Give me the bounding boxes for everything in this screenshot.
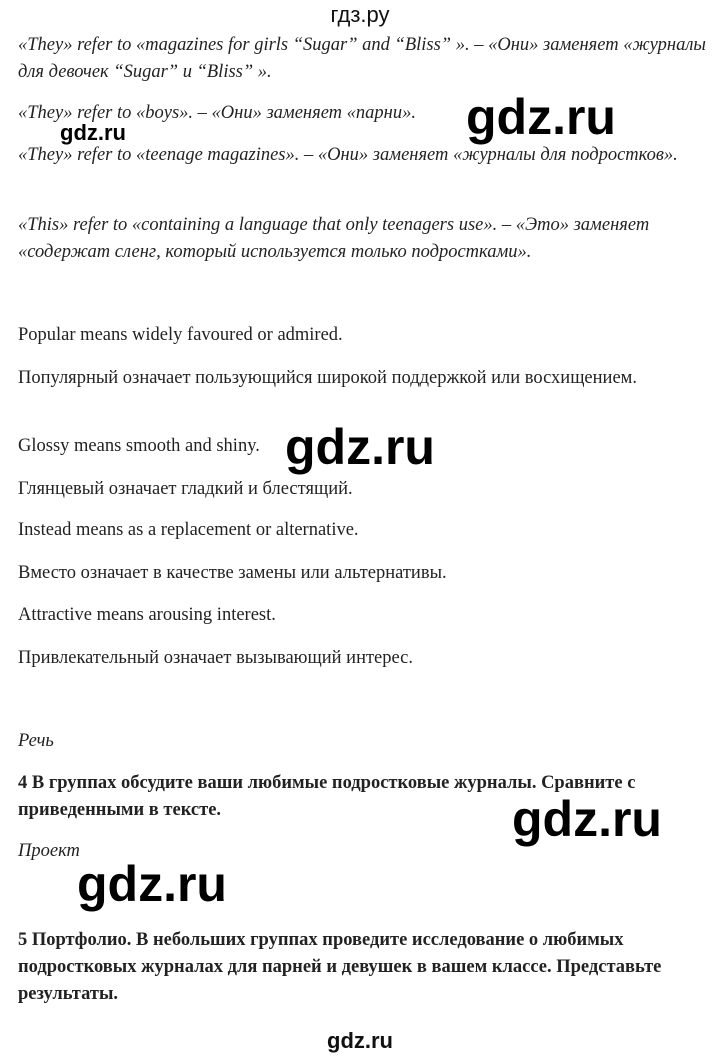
paragraph-this-language: «This» refer to «containing a language that only teenagers use». – «Это» заменяет «содержат сленг, который используется только подростками».: [18, 215, 650, 262]
definition-instead-en: Instead means as a replacement or alternative.: [18, 520, 359, 540]
watermark-logo: gdz.ru: [512, 791, 662, 847]
site-header: гдз.ру: [330, 2, 390, 27]
section-label-project: Проект: [18, 841, 80, 861]
definition-popular-en: Popular means widely favoured or admired.: [18, 325, 343, 345]
paragraph-they-teenage: «They» refer to «teenage magazines». – «Они» заменяет «журналы для подростков».: [18, 145, 678, 165]
task-4: 4 В группах обсудите ваши любимые подростковые журналы. Сравните с приведенными в тексте.: [18, 773, 636, 820]
definition-instead-ru: Вместо означает в качестве замены или альтернативы.: [18, 563, 447, 583]
definition-attractive-en: Attractive means arousing interest.: [18, 605, 276, 625]
paragraph-they-boys: «They» refer to «boys». – «Они» заменяет «парни».: [18, 103, 416, 123]
definition-glossy-en: Glossy means smooth and shiny.: [18, 436, 260, 456]
footer-watermark: gdz.ru: [327, 1028, 393, 1053]
task-5: 5 Портфолио. В небольших группах проведите исследование о любимых подростковых журналах для парней и девушек в вашем классе. Представьте результаты.: [18, 930, 662, 1004]
definition-attractive-ru: Привлекательный означает вызывающий интерес.: [18, 648, 414, 668]
watermark-logo: gdz.ru: [466, 89, 616, 145]
watermark-logo: gdz.ru: [77, 856, 227, 912]
watermark-logo: gdz.ru: [285, 419, 435, 475]
definition-popular-ru: Популярный означает пользующийся широкой поддержкой или восхищением.: [18, 368, 637, 388]
watermark-logo: gdz.ru: [60, 120, 126, 145]
paragraph-they-magazines: «They» refer to «magazines for girls “Sugar” and “Bliss” ». – «Они» заменяет «журналы для девочек “Sugar” и “Bliss” ».: [18, 35, 706, 82]
section-label-speech: Речь: [18, 731, 54, 751]
definition-glossy-ru: Глянцевый означает гладкий и блестящий.: [18, 479, 353, 499]
